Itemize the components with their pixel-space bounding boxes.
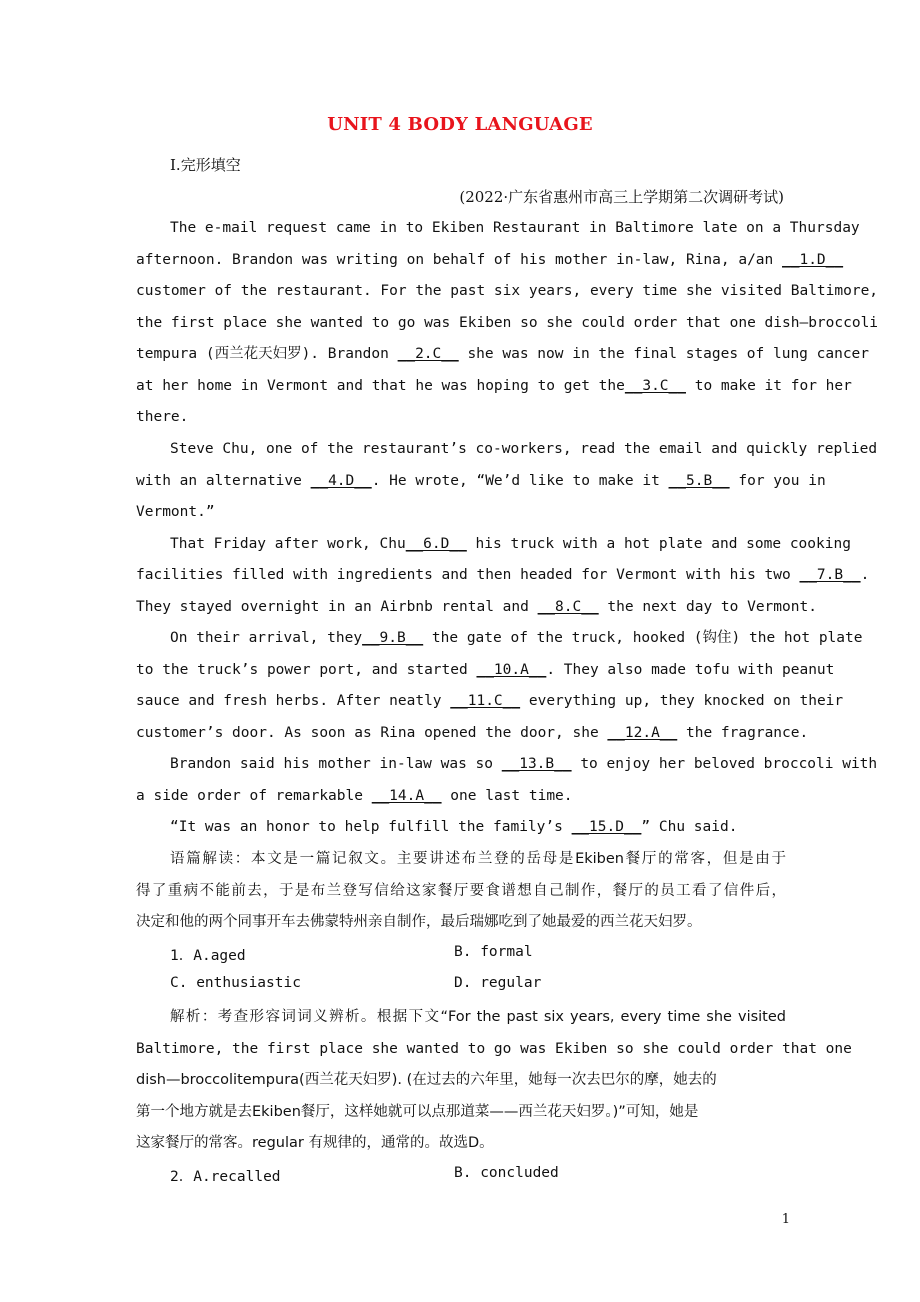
answer-blank: __1.D__ <box>782 252 844 268</box>
answer-blank: __4.D__ <box>310 473 372 489</box>
passage-line: at her home in Vermont and that he was hoping to get the__3.C__ to make it for her <box>136 378 852 394</box>
answer-blank: __2.C__ <box>397 346 459 362</box>
answer-blank: __8.C__ <box>537 599 599 615</box>
passage-line: That Friday after work, Chu__6.D__ his truck with a hot plate and some cooking <box>170 536 851 552</box>
answer-blank: __7.B__ <box>799 567 861 583</box>
passage-line: customer of the restaurant. For the past six years, every time she visited Baltimore, <box>136 283 879 299</box>
explanation-line: 这家餐厅的常客。regular 有规律的，通常的。故选D。 <box>136 1135 494 1151</box>
explanation-line: 第一个地方就是去Ekiben餐厅，这样她就可以点那道菜——西兰花天妇罗。)”可知，她是 <box>136 1104 699 1120</box>
option-b: B. formal <box>454 944 533 960</box>
passage-line: Vermont.” <box>136 504 215 520</box>
explanation-line: 解析：考查形容词词义辨析。根据下文“For the past six years, every time she visited <box>170 1009 786 1025</box>
passage-line: with an alternative __4.D__. He wrote, “We’d like to make it __5.B__ for you in <box>136 473 826 489</box>
passage-line: to the truck’s power port, and started __10.A__. They also made tofu with peanut <box>136 662 835 678</box>
answer-blank: __10.A__ <box>476 662 547 678</box>
answer-blank: __11.C__ <box>450 693 521 709</box>
passage-line: afternoon. Brandon was writing on behalf of his mother in-law, Rina, a/an __1.D__ <box>136 252 844 268</box>
passage-line: a side order of remarkable __14.A__ one last time. <box>136 788 573 804</box>
passage-line: The e-mail request came in to Ekiben Restaurant in Baltimore late on a Thursday <box>170 220 860 236</box>
option-d: D. regular <box>454 975 542 991</box>
answer-blank: __9.B__ <box>362 630 424 646</box>
passage-line: tempura (西兰花天妇罗). Brandon __2.C__ she was now in the final stages of lung cancer <box>136 346 870 362</box>
passage-line: They stayed overnight in an Airbnb rental and __8.C__ the next day to Vermont. <box>136 599 817 615</box>
passage-line: there. <box>136 409 189 425</box>
passage-line: sauce and fresh herbs. After neatly __11.C__ everything up, they knocked on their <box>136 693 844 709</box>
passage-line: facilities filled with ingredients and then headed for Vermont with his two __7.B__. <box>136 567 870 583</box>
analysis-line: 得了重病不能前去，于是布兰登写信给这家餐厅要食谱想自己制作，餐厅的员工看了信件后， <box>136 883 786 899</box>
section-heading: Ⅰ.完形填空 <box>170 156 241 174</box>
explanation-line: dish—broccolitempura(西兰花天妇罗). (在过去的六年里，她每一次去巴尔的摩，她去的 <box>136 1072 717 1088</box>
option-a: 2．A.recalled <box>170 1169 281 1185</box>
explanation-line: Baltimore, the first place she wanted to go was Ekiben so she could order that one <box>136 1041 852 1057</box>
answer-blank: __12.A__ <box>607 725 678 741</box>
passage-line: the first place she wanted to go was Ekiben so she could order that one dish—broccoli <box>136 315 879 331</box>
page-number: 1 <box>781 1212 790 1227</box>
passage-line: customer’s door. As soon as Rina opened the door, she __12.A__ the fragrance. <box>136 725 809 741</box>
answer-blank: __14.A__ <box>371 788 442 804</box>
answer-blank: __15.D__ <box>571 819 642 835</box>
analysis-line: 语篇解读：本文是一篇记叙文。主要讲述布兰登的岳母是Ekiben餐厅的常客，但是由于 <box>170 851 786 867</box>
option-c: C. enthusiastic <box>170 975 301 991</box>
option-a: 1．A.aged <box>170 948 246 964</box>
analysis-line: 决定和他的两个同事开车去佛蒙特州亲自制作，最后瑞娜吃到了她最爱的西兰花天妇罗。 <box>136 914 702 930</box>
answer-blank: __13.B__ <box>501 756 572 772</box>
answer-blank: __5.B__ <box>668 473 730 489</box>
passage-line: Brandon said his mother in-law was so __13.B__ to enjoy her beloved broccoli with <box>170 756 878 772</box>
passage-line: Steve Chu, one of the restaurant’s co-workers, read the email and quickly replied <box>170 441 878 457</box>
answer-blank: __6.D__ <box>405 536 467 552</box>
source-citation: (2022·广东省惠州市高三上学期第二次调研考试) <box>459 188 784 206</box>
answer-blank: __3.C__ <box>624 378 686 394</box>
option-b: B. concluded <box>454 1165 559 1181</box>
unit-title: UNIT 4 BODY LANGUAGE <box>327 114 593 135</box>
passage-line: On their arrival, they__9.B__ the gate of the truck, hooked (钩住) the hot plate <box>170 630 863 646</box>
passage-line: “It was an honor to help fulfill the family’s __15.D__” Chu said. <box>170 819 738 835</box>
